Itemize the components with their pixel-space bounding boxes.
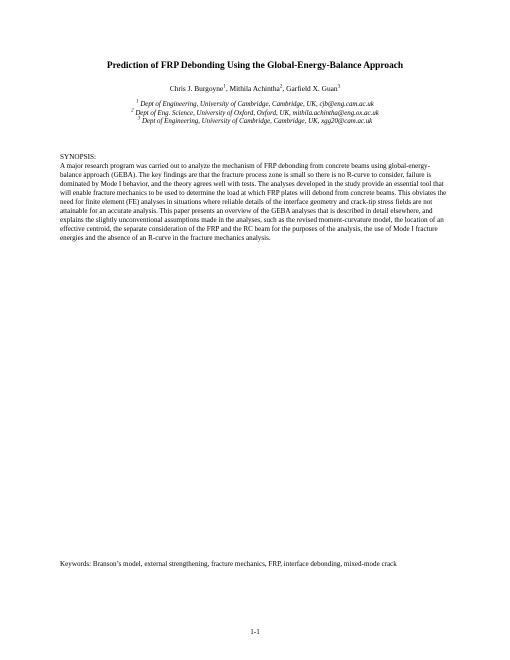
affiliation-text: Dept of Eng. Science, University of Oxford, Oxford, UK, mithila.achintha@eng.ox.ac.uk — [133, 109, 379, 117]
author: Mithila Achintha$^2$, — [229, 83, 287, 93]
author-name: Garfield X. Guan — [286, 84, 338, 93]
affiliation-mark: 3 — [137, 116, 141, 122]
author — [286, 84, 340, 93]
author: Chris J. Burgoyne$^1$, — [169, 83, 230, 93]
affiliation-mark: 1 — [136, 99, 139, 105]
page-number: 1-1 — [250, 628, 260, 636]
author-list — [40, 84, 470, 94]
affiliation-text: Dept of Engineering, University of Cambridge, Cambridge, UK, xgg20@cam.ac.uk — [140, 118, 373, 126]
affiliation-text: Dept of Engineering, University of Cambridge, Cambridge, UK, cjb@eng.cam.ac.uk — [138, 101, 374, 108]
affiliation — [40, 110, 470, 119]
author-affiliation-mark: 2 — [279, 83, 283, 90]
affiliation — [40, 101, 470, 110]
author-name: Chris J. Burgoyne — [169, 84, 224, 93]
affiliation-list — [40, 101, 470, 127]
affiliation-mark: 2 — [131, 108, 134, 114]
keywords: Keywords: Branson’s model, external strengthening, fracture mechanics, FRP, interface debonding, mixed-mode crack — [60, 560, 397, 568]
synopsis-text: A major research program was carried out to analyze the mechanism of FRP debonding from concrete beams using global-energy-balance approach (GEBA). The key findings are that the fracture process zone is small so there is no R-curve to consider, failure is dominated by Mode I behavior, and the theory agrees well with tests. The analyses developed in the study provide an essential tool that will enable fracture mechanics to be used to determine the load at which FRP plates will debond from concrete beams. This obviates the need for finite element (FE) analyses in situations where reliable details of the interface geometry and crack-tip stress fields are not attainable for an accurate analysis. This paper presents an overview of the GEBA analyses that is described in detail elsewhere, and explains the slightly unconventional assumptions made in the analyses, such as the revised moment-curvature model, the location of an effective centroid, the separate consideration of the FRP and the RC beam for the purposes of the analysis, the use of Mode I fracture energies and the absence of an R-curve in the fracture mechanics analysis. — [60, 162, 447, 243]
author-affiliation-mark: 3 — [337, 83, 341, 90]
synopsis-heading: SYNOPSIS: — [60, 153, 96, 161]
author-affiliation-mark: 1 — [223, 83, 226, 90]
affiliation — [40, 118, 470, 127]
paper-title: Prediction of FRP Debonding Using the Global-Energy-Balance Approach — [106, 61, 404, 71]
author-name: Mithila Achintha — [229, 84, 280, 93]
